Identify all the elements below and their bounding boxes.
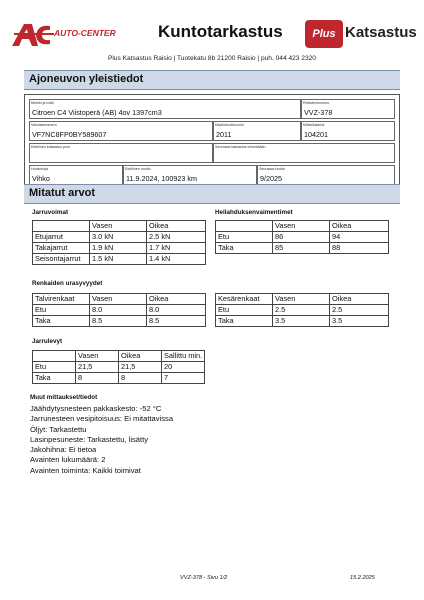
field-service-book: Huoltokirja Vihko <box>29 165 123 185</box>
section-title: Mitatut arvot <box>29 187 95 199</box>
field-vin: Valmistenumero VF7NC8FP0BY589607 <box>29 121 213 141</box>
shocks-table <box>215 220 389 254</box>
footer-date: 15.2.2025 <box>350 575 375 581</box>
table-header-row: Vasen Oikea <box>216 221 389 232</box>
list-item: Öljyt: Tarkastettu <box>30 424 87 434</box>
table-row: Takajarrut 1.9 kN 1.7 kN <box>33 243 206 254</box>
plus-badge: Plus <box>305 20 343 48</box>
field-next-inspection: Seuraava katsastus viimeistään <box>213 143 395 163</box>
brakes-heading: Jarruvoimat <box>32 209 69 216</box>
field-next-service: Seuraava huolto 9/2025 <box>257 165 395 185</box>
table-row: Etu 86 94 <box>216 232 389 243</box>
table-row: Taka 8 8 7 <box>33 373 205 384</box>
auto-center-text: AUTO-CENTER <box>54 28 116 38</box>
list-item: Lasinpesuneste: Tarkastettu, lisätty <box>30 434 149 444</box>
list-item: Jarrunesteen vesipitoisuus: Ei mitattavissa <box>30 414 174 424</box>
other-info-list <box>30 404 173 476</box>
field-year: Käyttöönottovuosi 2011 <box>213 121 301 141</box>
table-row: Etujarrut 3.0 kN 2.5 kN <box>33 232 206 243</box>
katsastus-text: Katsastus <box>345 24 417 41</box>
table-header-row: Talvirenkaat Vasen Oikea <box>33 294 206 305</box>
section-bar-vehicle <box>24 70 400 90</box>
table-row: Etu 21,5 21,5 20 <box>33 362 205 373</box>
document-title: Kuntotarkastus <box>158 22 283 41</box>
contact-line: Plus Katsastus Raisio | Tuotekatu 8b 21200 Raisio | puh. 044 423 2320 <box>108 55 316 62</box>
plus-katsastus-logo <box>305 18 415 50</box>
field-mileage: Mittarilukema 104201 <box>301 121 395 141</box>
winter-tires-table <box>32 293 206 327</box>
table-row: Taka 8.5 8.5 <box>33 316 206 327</box>
discs-heading: Jarrulevyt <box>32 338 63 345</box>
summer-tires-table <box>215 293 389 327</box>
field-last-service: Edellinen huolto 11.9.2024, 100923 km <box>123 165 257 185</box>
list-item: Jäähdytysnesteen pakkaskesto: -52 °C <box>30 404 162 413</box>
field-reg: Rekisterinumero VVZ-378 <box>301 99 395 119</box>
table-row: Seisontajarrut 1.5 kN 1.4 kN <box>33 254 206 265</box>
table-header-row: Vasen Oikea Sallittu min. <box>33 351 205 362</box>
other-heading: Muut mittaukset/tiedot <box>30 394 98 401</box>
list-item: Avainten lukumäärä: 2 <box>30 455 106 465</box>
field-prev-inspection: Edellinen katsastus pvm. <box>29 143 213 163</box>
field-model: Merkki ja malli Citroen C4 Viistoperä (AB) 4ov 1397cm3 <box>29 99 301 119</box>
section-title: Ajoneuvon yleistiedot <box>29 73 144 85</box>
tires-heading: Renkaiden urasyvyydet <box>32 280 103 287</box>
section-bar-measured <box>24 184 400 204</box>
table-header-row: Vasen Oikea <box>33 221 206 232</box>
list-item: Jakohihna: Ei tietoa <box>30 445 97 455</box>
table-row: Etu 2.5 2.5 <box>216 305 389 316</box>
list-item: Avainten toiminta: Kaikki toimivat <box>30 465 141 475</box>
brakes-table <box>32 220 206 265</box>
page-number: VVZ-378 - Sivu 1/2 <box>180 575 228 581</box>
table-row: Etu 8.0 8.0 <box>33 305 206 316</box>
table-header-row: Kesärenkaat Vasen Oikea <box>216 294 389 305</box>
table-row: Taka 3.5 3.5 <box>216 316 389 327</box>
shocks-heading: Heilahduksenvaimentimet <box>215 209 293 216</box>
auto-center-logo <box>10 20 150 50</box>
table-row: Taka 85 88 <box>216 243 389 254</box>
discs-table <box>32 350 205 384</box>
